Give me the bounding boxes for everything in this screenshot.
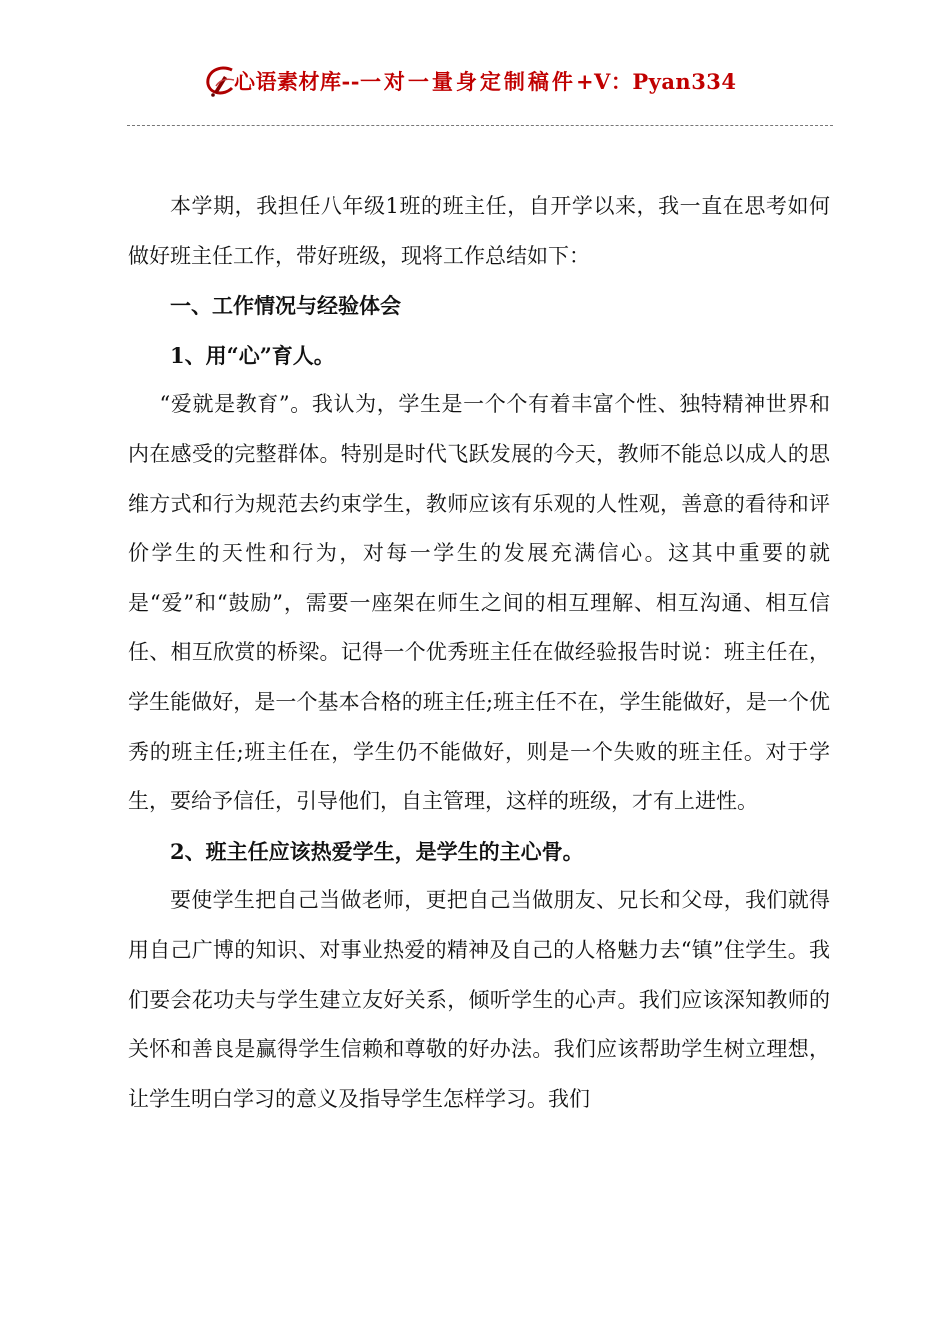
document-body (128, 182, 830, 1124)
page-header (0, 62, 950, 102)
header-separator: -- (341, 69, 360, 94)
item-heading: 2、班主任应该热爱学生，是学生的主心骨。 (170, 838, 584, 864)
header-contact: +V：Pyan334 (575, 69, 737, 94)
header-title (234, 66, 737, 96)
header-slogan: 一对一量身定制稿件 (359, 69, 576, 94)
item-heading: 1、用“心”育人。 (170, 342, 335, 368)
header-brand: 心语素材库 (234, 69, 342, 94)
item-paragraph: 要使学生把自己当做老师，更把自己当做朋友、兄长和父母，我们就得用自己广博的知识、对事业热爱的精神及自己的人格魅力去“镇”住学生。我们要会花功夫与学生建立友好关系，倾听学生的心声。我们应该深知教师的关怀和善良是赢得学生信赖和尊敬的好办法。我们应该帮助学生树立理想，让学生明白学习的意义及指导学生怎样学习。我们 (128, 888, 830, 1111)
section-heading: 一、工作情况与经验体会 (170, 293, 401, 319)
item-paragraph: “爱就是教育”。我认为，学生是一个个有着丰富个性、独特精神世界和内在感受的完整群体。特别是时代飞跃发展的今天，教师不能总以成人的思维方式和行为规范去约束学生，教师应该有乐观的人性观，善意的看待和评价学生的天性和行为，对每一学生的发展充满信心。这其中重要的就是“爱”和“鼓励”，需要一座架在师生之间的相互理解、相互沟通、相互信任、相互欣赏的桥梁。记得一个优秀班主任在做经验报告时说：班主任在，学生能做好，是一个基本合格的班主任;班主任不在，学生能做好，是一个优秀的班主任;班主任在，学生仍不能做好，则是一个失败的班主任。对于学生，要给予信任，引导他们，自主管理，这样的班级，才有上进性。 (128, 392, 830, 814)
header-divider (127, 125, 833, 126)
intro-paragraph: 本学期，我担任八年级1班的班主任，自开学以来，我一直在思考如何做好班主任工作，带好班级，现将工作总结如下： (128, 194, 830, 268)
